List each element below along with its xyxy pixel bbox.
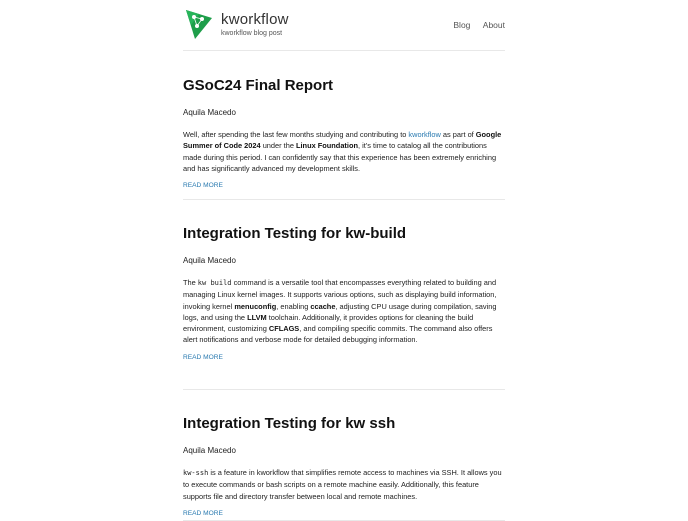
post-title[interactable]: Integration Testing for kw ssh bbox=[183, 415, 396, 432]
post-author: Aquila Macedo bbox=[183, 446, 236, 455]
site-description: kworkflow blog post bbox=[221, 30, 283, 37]
excerpt-text: , and compiling specific commits. The command also offers alert notifications and verbose mode for detailed debugging information. bbox=[183, 324, 493, 345]
read-more-link[interactable]: READ MORE bbox=[183, 353, 223, 361]
excerpt-inline-code: kw-ssh bbox=[183, 469, 209, 477]
excerpt-text: Well, after spending the last few months studying and contributing to bbox=[183, 130, 409, 139]
kworkflow-logo-icon[interactable] bbox=[185, 9, 213, 40]
post-item bbox=[183, 51, 505, 200]
read-more-link[interactable]: READ MORE bbox=[183, 509, 223, 517]
excerpt-text: as part of bbox=[440, 130, 476, 139]
excerpt-text: , it’s time to catalog all the contributions made during this period. I can confidently say that this experience has been extremely enriching and has significantly advanced my development skills. bbox=[183, 141, 497, 173]
post-title[interactable]: Integration Testing for kw-build bbox=[183, 225, 407, 242]
excerpt-text: is a feature in kworkflow that simplifies remote access to machines via SSH. It allows you to execute commands or bash scripts on a remote machine easily. Additionally, this feature supports file and directory transfer between local and remote machines. bbox=[183, 468, 502, 501]
main-nav bbox=[443, 20, 505, 30]
post-item bbox=[183, 200, 505, 390]
excerpt-text: , enabling bbox=[276, 301, 311, 311]
excerpt-text: , adjusting CPU usage during compilation, saving logs, and using the bbox=[183, 301, 497, 322]
post-item bbox=[183, 390, 505, 521]
post-excerpt bbox=[183, 129, 505, 174]
excerpt-bold-text: Linux Foundation bbox=[295, 141, 358, 151]
excerpt-text: toolchain. Additionally, it provides options for cleaning the build environment, customizing bbox=[183, 312, 474, 334]
excerpt-text: under the bbox=[260, 141, 296, 151]
page-container bbox=[183, 0, 505, 521]
excerpt-text: command is a versatile tool that encompasses everything related to building and managing Linux kernel images. It supports various options, such as displaying build information, invoking kernel bbox=[183, 278, 497, 311]
excerpt-inline-code: kw build bbox=[197, 279, 232, 287]
excerpt-bold-text: ccache bbox=[310, 301, 336, 311]
post-excerpt bbox=[183, 277, 505, 346]
excerpt-text: The bbox=[183, 278, 198, 287]
nav-about-link[interactable]: About bbox=[482, 20, 505, 30]
site-header bbox=[183, 0, 505, 51]
post-author: Aquila Macedo bbox=[183, 256, 236, 265]
excerpt-bold-text: Google Summer of Code 2024 bbox=[183, 130, 502, 151]
nav-blog-link[interactable]: Blog bbox=[453, 20, 471, 30]
post-title[interactable]: GSoC24 Final Report bbox=[183, 77, 334, 94]
site-title[interactable]: kworkflow bbox=[221, 11, 289, 28]
excerpt-bold-text: CFLAGS bbox=[268, 324, 300, 334]
read-more-link[interactable]: READ MORE bbox=[183, 182, 223, 190]
excerpt-bold-text: menuconfig bbox=[234, 301, 277, 311]
excerpt-link[interactable]: kworkflow bbox=[408, 130, 441, 139]
excerpt-bold-text: LLVM bbox=[247, 312, 267, 322]
post-author: Aquila Macedo bbox=[183, 108, 236, 117]
post-excerpt bbox=[183, 467, 505, 502]
